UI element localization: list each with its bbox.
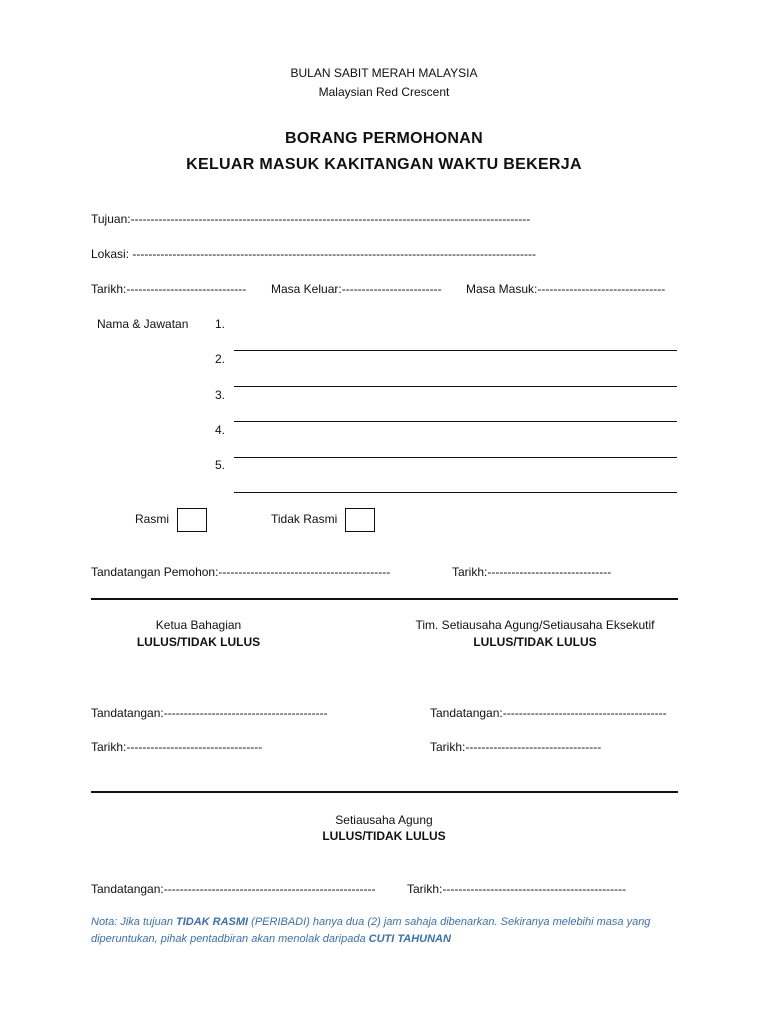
name-line-2[interactable] <box>234 386 677 387</box>
name-number-4: 4. <box>215 423 226 437</box>
divider-1 <box>91 598 678 600</box>
note-highlight-unofficial: TIDAK RASMI <box>176 916 249 928</box>
name-number-5: 5. <box>215 458 226 472</box>
note-line-2 <box>91 933 451 945</box>
name-line-5[interactable] <box>234 492 677 493</box>
time-in-field[interactable]: Masa Masuk:-------------------------------- <box>466 282 666 296</box>
secretary-general-title: Setiausaha Agung <box>335 813 433 827</box>
purpose-field[interactable]: Tujuan:---------------------------------------------------------------------------------------------------- <box>91 212 531 226</box>
applicant-date-field[interactable]: Tarikh:------------------------------- <box>452 565 612 579</box>
unofficial-checkbox[interactable] <box>345 508 375 532</box>
form-subtitle: KELUAR MASUK KAKITANGAN WAKTU BEKERJA <box>186 156 582 173</box>
applicant-signature-field[interactable]: Tandatangan Pemohon:------------------------------------------- <box>91 565 391 579</box>
organization-name: BULAN SABIT MERAH MALAYSIA <box>290 66 478 80</box>
note-text-1: Nota: Jika tujuan <box>91 916 176 928</box>
head-of-division-status: LULUS/TIDAK LULUS <box>136 635 261 649</box>
name-position-label: Nama & Jawatan <box>97 317 189 331</box>
deputy-secretary-status: LULUS/TIDAK LULUS <box>473 635 597 649</box>
deputy-date-field[interactable]: Tarikh:---------------------------------- <box>430 740 602 754</box>
note-text-3: diperuntukan, pihak pentadbiran akan menolak daripada <box>91 933 369 945</box>
secretary-signature-field[interactable]: Tandatangan:----------------------------------------------------- <box>91 882 376 896</box>
location-field[interactable]: Lokasi: ----------------------------------------------------------------------------------------------------- <box>91 247 536 261</box>
deputy-signature-field[interactable]: Tandatangan:----------------------------------------- <box>430 706 667 720</box>
name-number-1: 1. <box>215 317 226 331</box>
divider-2 <box>91 791 678 793</box>
official-label: Rasmi <box>135 512 170 526</box>
organization-name-english: Malaysian Red Crescent <box>318 85 450 99</box>
head-of-division-title: Ketua Bahagian <box>155 618 242 632</box>
head-date-field[interactable]: Tarikh:---------------------------------- <box>91 740 263 754</box>
secretary-date-field[interactable]: Tarikh:---------------------------------------------- <box>407 882 627 896</box>
date-field[interactable]: Tarikh:------------------------------ <box>91 282 247 296</box>
note-highlight-annual-leave: CUTI TAHUNAN <box>368 933 451 945</box>
deputy-secretary-title: Tim. Setiausaha Agung/Setiausaha Eksekutif <box>415 618 655 632</box>
official-checkbox[interactable] <box>177 508 207 532</box>
note-text-2: (PERIBADI) hanya dua (2) jam sahaja dibenarkan. Sekiranya melebihi masa yang <box>248 916 651 928</box>
unofficial-label: Tidak Rasmi <box>271 512 338 526</box>
note-line-1 <box>91 916 650 928</box>
name-number-3: 3. <box>215 388 226 402</box>
head-signature-field[interactable]: Tandatangan:----------------------------------------- <box>91 706 328 720</box>
time-out-field[interactable]: Masa Keluar:------------------------- <box>271 282 442 296</box>
name-line-1[interactable] <box>234 350 677 351</box>
name-line-4[interactable] <box>234 457 677 458</box>
form-title: BORANG PERMOHONAN <box>285 130 483 147</box>
name-number-2: 2. <box>215 352 226 366</box>
secretary-general-status: LULUS/TIDAK LULUS <box>322 829 446 843</box>
name-line-3[interactable] <box>234 421 677 422</box>
